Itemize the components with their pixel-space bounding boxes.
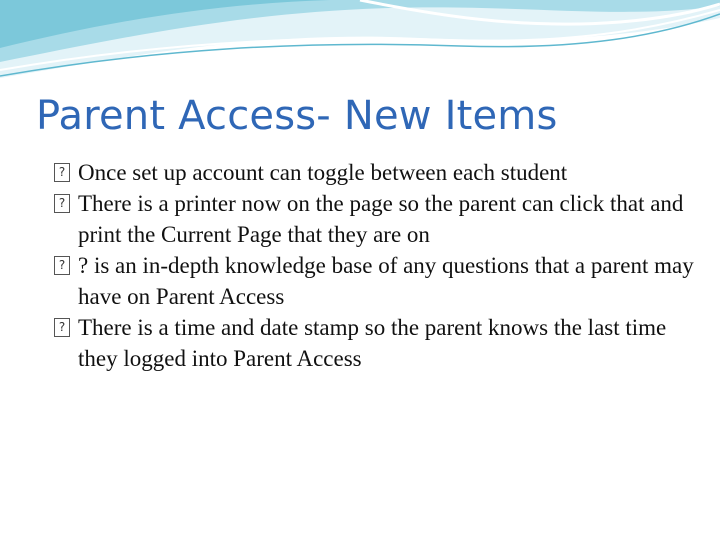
bullet-text: There is a printer now on the page so the parent can click that and print the Current Page that they are on bbox=[78, 191, 684, 247]
bullet-text: ? is an in-depth knowledge base of any questions that a parent may have on Parent Access bbox=[78, 253, 694, 309]
bullet-marker-icon: ? bbox=[54, 256, 70, 275]
header-wave-decoration bbox=[0, 0, 720, 90]
bullet-marker-icon: ? bbox=[54, 194, 70, 213]
bullet-item bbox=[54, 312, 700, 374]
slide-title: Parent Access- New Items bbox=[36, 93, 558, 139]
bullet-list bbox=[54, 157, 700, 374]
bullet-item bbox=[54, 188, 700, 250]
bullet-text: Once set up account can toggle between each student bbox=[78, 160, 568, 185]
bullet-marker-icon: ? bbox=[54, 163, 70, 182]
bullet-text: There is a time and date stamp so the parent knows the last time they logged into Parent Access bbox=[78, 315, 667, 371]
bullet-marker-icon: ? bbox=[54, 318, 70, 337]
bullet-item bbox=[54, 250, 700, 312]
bullet-item bbox=[54, 157, 700, 188]
